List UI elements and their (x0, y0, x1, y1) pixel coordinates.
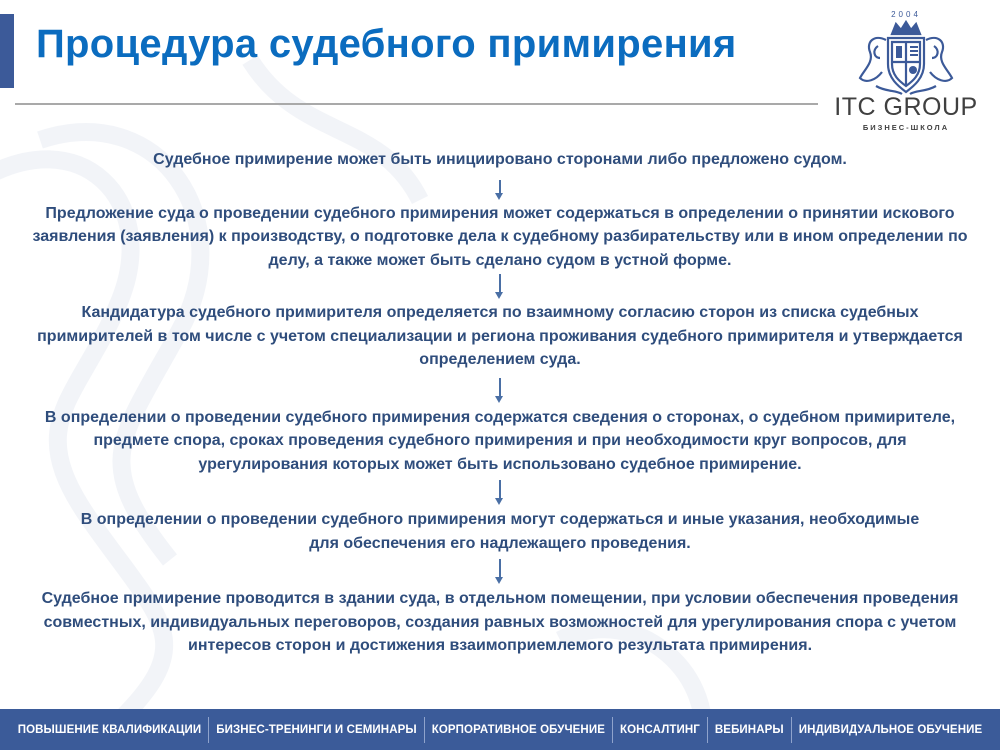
down-arrow-icon (490, 478, 510, 508)
flow-step-5: В определении о проведении судебного примирения могут содержаться и иные указания, необходимые для обеспечения его надлежащего проведения. (80, 511, 920, 552)
itc-group-logo (832, 8, 980, 136)
down-arrow-icon (490, 376, 510, 406)
title-accent-bar (0, 14, 14, 88)
procedure-flowchart (30, 148, 970, 658)
crest-icon (856, 20, 956, 96)
down-arrow-icon (490, 557, 510, 587)
footer-link-qualification[interactable]: ПОВЫШЕНИЕ КВАЛИФИКАЦИИ (17, 723, 202, 736)
footer-link-corporate[interactable]: КОРПОРАТИВНОЕ ОБУЧЕНИЕ (431, 723, 605, 736)
logo-name: ITC GROUP (834, 93, 978, 121)
footer-link-trainings[interactable]: БИЗНЕС-ТРЕНИНГИ И СЕМИНАРЫ (216, 723, 417, 736)
logo-year: 2004 (891, 10, 921, 19)
footer-link-consulting[interactable]: КОНСАЛТИНГ (619, 723, 700, 736)
footer-services-bar (0, 709, 1000, 750)
down-arrow-icon (490, 178, 510, 200)
flow-step-4: В определении о проведении судебного примирения содержатся сведения о сторонах, о судебном примирителе, предмете спора, сроках проведения судебного примирения и при необходимости круг вопросов, для урегулирования которых может быть использовано судебное примирение. (44, 408, 956, 473)
flow-step-6: Судебное примирение проводится в здании суда, в отдельном помещении, при условии обеспечения проведения совместных, индивидуальных переговоров, создания равных возможностей для урегулирования спора с учетом интересов сторон и достижения взаимоприемлемого результата примирения. (41, 590, 959, 654)
logo-subtitle: БИЗНЕС-ШКОЛА (862, 123, 950, 132)
footer-link-individual[interactable]: ИНДИВИДУАЛЬНОЕ ОБУЧЕНИЕ (798, 723, 983, 736)
flow-step-3: Кандидатура судебного примирителя определяется по взаимному согласию сторон из списка судебных примирителей в том числе с учетом специализации и региона проживания судебного примирителя и утверждается определением суда. (37, 304, 963, 368)
flow-step-1: Судебное примирение может быть инициировано сторонами либо предложено судом. (153, 151, 847, 168)
page-title: Процедура судебного примирения (36, 22, 737, 66)
flow-step-2: Предложение суда о проведении судебного примирения может содержаться в определении о принятии искового заявления (заявления) к производству, о подготовке дела к судебному разбирательству или в ином определении по делу, а также может быть сделано судом в устной форме. (32, 204, 968, 269)
down-arrow-icon (490, 272, 510, 301)
header-divider (15, 103, 818, 105)
footer-link-webinars[interactable]: ВЕБИНАРЫ (714, 723, 784, 736)
